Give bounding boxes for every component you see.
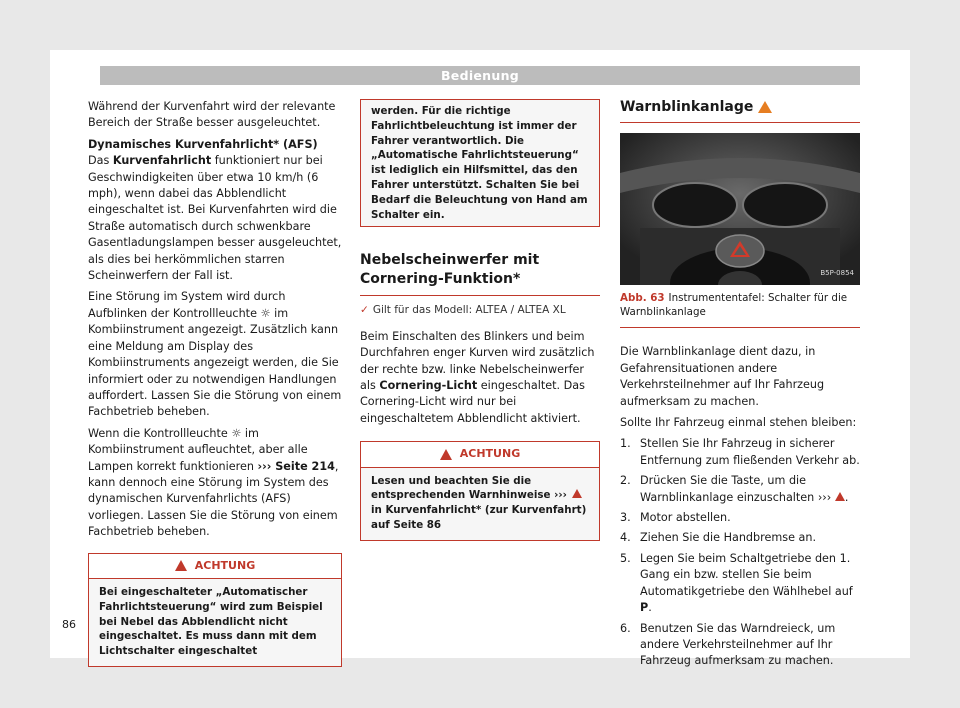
column-3	[620, 99, 860, 674]
paragraph: Die Warnblinkanlage dient dazu, in Gefahrensituationen andere Verkehrsteilnehmer auf Ihr Fahrzeug aufmerksam zu machen.	[620, 345, 825, 408]
section-title: Nebelscheinwerfer mit Cornering-Funktion*	[360, 251, 600, 296]
column-1	[88, 99, 342, 667]
warning-continuation: werden. Für die richtige Fahrlichtbeleuchtung ist immer der Fahrer verantwortlich. Die „Automatische Fahrlichtsteuerung“ ist lediglich ein Hilfsmittel, das den Fahrer unterstützt. Schalten Sie bei Bedarf die Beleuchtung von Hand am Schalter ein.	[360, 99, 600, 227]
paragraph: Das Kurvenfahrlicht funktioniert nur bei Geschwindigkeiten über etwa 10 km/h (6 mph), wenn dabei das Abblendlicht eingeschaltet ist. Bei Kurvenfahrten wird die Straße automatisch durch schwenkbare Gasentladungslampen besser ausgeleuchtet, als dies bei herkömmlichen starren Scheinwerfern der Fall ist.	[88, 154, 342, 283]
dashboard-photo	[620, 133, 860, 285]
paragraph: Beim Einschalten des Blinkers und beim Durchfahren enger Kurven wird zusätzlich der rechte bzw. linke Nebelscheinwerfer als Cornering-Licht eingeschaltet. Das Cornering-Licht wird nur bei eingeschaltetem Abblendlicht aktiviert.	[360, 329, 595, 425]
paragraph: Sollte Ihr Fahrzeug einmal stehen bleiben:	[620, 416, 857, 430]
warning-box	[88, 553, 342, 667]
column-2	[360, 99, 600, 541]
figure-caption: Abb. 63 Instrumententafel: Schalter für die Warnblinkanlage	[620, 291, 860, 328]
paragraph: Eine Störung im System wird durch Aufblinken der Kontrollleuchte ☼ im Kombiinstrument angezeigt. Zusätzlich kann eine Meldung am Display des Kombiinstruments angezeigt werden, die Sie informiert oder zu notwendigen Handlungen auffordert. Lassen Sie die Störung von einem Fachbetrieb beheben.	[88, 290, 342, 419]
hazard-switch-illustration	[620, 133, 860, 285]
page-header: Bedienung	[100, 66, 860, 85]
steps-list	[620, 436, 860, 669]
warning-text: Lesen und beachten Sie die entsprechenden Warnhinweise ››› in Kurvenfahrlicht* (zur Kurvenfahrt) auf Seite 86	[361, 468, 599, 540]
paragraph: Wenn die Kontrollleuchte ☼ im Kombiinstrument aufleuchtet, aber alle Lampen korrekt funktionieren ››› Seite 214, kann dennoch eine Störung im System des dynamischen Kurvenfahrlichts (AFS) vorliegen. Lassen Sie die Störung von einem Fachbetrieb beheben.	[88, 426, 339, 539]
warning-header: ACHTUNG	[361, 442, 599, 467]
warning-header: ACHTUNG	[89, 554, 341, 579]
warning-triangle-icon	[758, 101, 772, 113]
indicator-light-icon: ☼	[231, 426, 242, 440]
section-title: Warnblinkanlage	[620, 99, 860, 123]
list-item: 4. Ziehen Sie die Handbremse an.	[620, 531, 817, 545]
warning-triangle-icon	[572, 489, 582, 498]
warning-triangle-icon	[175, 560, 187, 571]
warning-text: Bei eingeschalteter „Automatischer Fahrlichtsteuerung“ wird zum Beispiel bei Nebel das Abblendlicht nicht eingeschaltet. Es muss dann mit dem Lichtschalter eingeschaltet	[89, 579, 341, 666]
section-heading: Dynamisches Kurvenfahrlicht* (AFS)	[88, 137, 318, 151]
paragraph: Während der Kurvenfahrt wird der relevante Bereich der Straße besser ausgeleuchtet.	[88, 100, 336, 130]
warning-triangle-icon	[440, 449, 452, 460]
list-item: 2. Drücken Sie die Taste, um die Warnblinkanlage einzuschalten ››› .	[620, 474, 849, 504]
photo-code: B5P-0854	[820, 269, 854, 277]
indicator-light-icon: ☼	[260, 306, 271, 320]
applies-to: ✓ Gilt für das Modell: ALTEA / ALTEA XL	[360, 304, 566, 317]
list-item: 5. Legen Sie beim Schaltgetriebe den 1. Gang ein bzw. stellen Sie beim Automatikgetriebe den Wählhebel auf P.	[620, 551, 853, 615]
check-icon: ✓	[360, 304, 369, 317]
page-reference-link[interactable]: ››› Seite 214	[257, 459, 335, 473]
page-number: 86	[62, 618, 76, 631]
list-item: 3. Motor abstellen.	[620, 511, 731, 525]
warning-box	[360, 441, 600, 541]
warning-triangle-icon	[835, 492, 845, 501]
list-item: 1. Stellen Sie Ihr Fahrzeug in sicherer Entfernung zum fließenden Verkehr ab.	[620, 437, 860, 467]
list-item: 6. Benutzen Sie das Warndreieck, um andere Verkehrsteilnehmer auf Ihr Fahrzeug aufmerksam zu machen.	[620, 621, 836, 668]
